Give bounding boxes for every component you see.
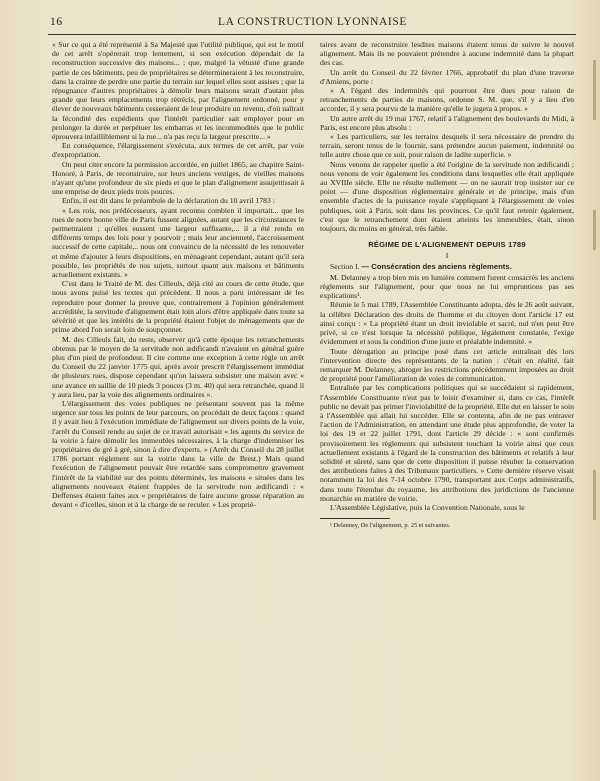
paragraph: Un autre arrêt du 19 mai 1767, relatif à l'alignement des boulevards du Midi, à Paris, est encore plus absolu : [320, 113, 574, 132]
paragraph: En conséquence, l'élargissement s'exécuta, aux termes de cet arrêt, par voie d'expropriation. [52, 141, 304, 160]
running-header [50, 14, 575, 32]
paragraph: On peut citer encore la permission accordée, en juillet 1865, au chapitre Saint-Honoré, à Paris, de reconstruire, sur leurs anciens vestiges, de vieilles maisons n'ayant qu'une profondeur de six pieds et que le plan d'alignement assujettissait à une emprise de deux pieds trois pouces. [52, 159, 304, 197]
header-rule [48, 34, 576, 35]
paragraph: « Sur ce qui a été représenté à Sa Majesté que l'utilité publique, qui est le motif de cet arrêt s'opérerait trop lentement, si son exécution dépendait de la reconstruction successive des maisons... ; que, malgré la vétusté d'une grande partie de ces bâtiments, peu de propriétaires se détermineraient à les reconstruire, dans la crainte de perdre une partie du terrain sur lequel elles sont assises ; que la répugnance d'autres propriétaires à démolir leurs maisons serait d'autant plus grande que leurs emplacements trop rétrécis, par l'alignement ordonné, pour y élever de nouveaux bâtiments cesseraient de leur produire un revenu, d'où naîtrait la fécondité des expédients que l'intérêt particulier sait employer pour en prolonger la durée et perpétuer les embarras et les incommodités que le public éprouvera infailliblement si la rue... n'a pas reçu la largeur prescrite... » [52, 40, 304, 142]
paragraph: L'Assemblée Législative, puis la Convention Nationale, sous le [330, 502, 525, 512]
right-column [320, 40, 574, 530]
paragraph: « Les particuliers, sur les terrains desquels il sera nécessaire de prendre du terrain, seront tenus de le fournir, sans prétendre aucun paiement, indemnité ou telle autre chose que ce soit, pour raison de ladite superficie. » [320, 132, 574, 160]
journal-title: LA CONSTRUCTION LYONNAISE [218, 16, 407, 28]
subsection-heading [320, 262, 574, 271]
paragraph: M. des Cilleuls fait, du reste, observer qu'à cette époque les retranchements obtenus par le moyen de la servitude non ædificandi n'avaient en général guère plus d'un pied de profondeur. Il cite comme une exception à cette règle un arrêt du Conseil du 22 janvier 1775 qui, après avoir prescrit l'élargissement immédiat de plusieurs rues, dispose cependant qu'on laissera subsister une maison avec « une avance en saillie de 10 pieds 3 pouces (3 m. 40) qui sera retranchée, quand il y aura lieu, par la voie des alignements ordinaires ». [52, 334, 304, 399]
paragraph: C'est dans le Traité de M. des Cilleuls, déjà cité au cours de cette étude, que nous avons puisé les textes qui précèdent. Il nous a paru intéressant de les reproduire pour donner la preuve que, contrairement à l'opinion généralement accréditée, la servitude d'alignement était loin alors d'être appliquée dans toute sa sévérité et que les intérêts de la propriété étaient l'objet de ménagements que de prime abord l'on serait loin de soupçonner. [52, 279, 304, 335]
footnote: ¹ Delanney, De l'alignement, p. 25 et suivantes. [330, 522, 451, 530]
paragraph: Entraînée par les complications politiques qui se succédaient si rapidement, l'Assemblée Constituante n'eut pas le loisir d'examiner si, dans ce cas, l'intérêt public ne devait pas primer l'inviolabilité de la propriété. Elle dut en laisser le soin à l'Assemblée qui allait lui succéder. Elle se contenta, afin de ne pas entraver l'action de l'Administration, en attendant une étude plus approfondie, de voter la loi des 19 et 22 juillet 1791, dont l'article 29 décide : « sont confirmés provisoirement les règlements qui subsistent touchant la voirie ainsi que ceux actuellement existants à l'égard de la construction des bâtiments et relatifs à leur solidité et sûreté, sans que de cette disposition il puisse résulter la conservation des attributions faites à des Tribunaux particuliers. » Cette dernière réserve visait notamment la loi des 7-14 octobre 1790, transportant aux Corps administratifs, dans toute l'étendue du royaume, les attributions des juridictions de l'ancienne monarchie en matière de voirie. [320, 383, 574, 503]
paragraph: Réunie le 5 mai 1789, l'Assemblée Constituante adopta, dès le 26 août suivant, la célèbre Déclaration des droits de l'homme et du citoyen dont l'article 17 est ainsi conçu : « La propriété étant un droit inviolable et sacré, nul n'en peut être privé, si ce n'est lorsque la nécessité publique, légalement constatée, l'exige évidemment et sous la condition d'une juste et préalable indemnité. » [320, 300, 574, 347]
paragraph: M. Delanney a trop bien mis en lumière comment furent consacrés les anciens règlements sur l'alignement, pour que nous ne lui empruntions pas ses explications¹. [320, 272, 574, 301]
section-heading: RÉGIME DE L'ALIGNEMENT DEPUIS 1789 [368, 240, 526, 250]
section-number: I [445, 251, 449, 261]
paragraph: « A l'égard des indemnités qui pourront être dues pour raison de retranchements de parties de maisons, ordonne S. M. que, s'il y a lieu d'en accorder, il y sera pourvu de la manière qu'elle le jugera à propos. » [320, 86, 574, 114]
subsection-label: Section I. [330, 261, 360, 271]
page-number: 16 [50, 16, 63, 28]
page-edge-mark [593, 210, 596, 250]
paragraph: Toute dérogation au principe posé dans cet article entraînait dès lors l'intervention directe des représentants de la nation : c'était en réalité, fait remarquer M. Delanney, abroger les restrictions précédemment imposées au droit de propriété pour l'amélioration de voies de communication. [320, 346, 574, 384]
paragraph: L'élargissement des voies publiques ne présentant souvent pas la même urgence sur tous les points de leur parcours, on procédait de deux façons : quand il y avait lieu à l'exécution immédiate de l'alignement sur divers points de la voie, l'arrêt du Conseil rendu au sujet de ce travail autorisait « les agents du service de la voirie à faire démolir les immeubles nécessaires, à la charge d'indemniser les propriétaires de gré à gré, sinon à dire d'experts. » (Arrêt du Conseil du 28 juillet 1786 portant règlement sur la voirie dans la ville de Brest.) Mais quand l'exécution de l'alignement pouvait être retardée sans compromettre gravement l'intérêt de la viabilité sur des points déterminés, les maisons « situées dans les alignements nouveaux étaient frappées de la servitude non ædificandi : « Deffenses étaient faites aux « propriétaires de faire aucune grosse réparation au devant « d'icelles, sinon et à la charge de se reculer. » Les proprié- [52, 398, 304, 510]
page-edge-mark [593, 60, 596, 120]
page-edge-mark [593, 470, 596, 520]
footnote-rule [320, 518, 390, 519]
subsection-title: — Consécration des anciens règlements. [361, 261, 512, 271]
paragraph: taires avant de reconstruire lesdites maisons étaient tenus de suivre le nouvel alignement. Mais ils ne pouvaient prétendre à aucune indemnité dans la plupart des cas. [320, 40, 574, 68]
left-column [52, 40, 304, 509]
paragraph: Enfin, il est dit dans le préambule de la déclaration du 10 avril 1783 : [62, 196, 275, 206]
paragraph: Un arrêt du Conseil du 22 février 1766, approbatif du plan d'une traverse d'Amiens, porte : [320, 67, 574, 86]
paragraph: « Les rois, nos prédécesseurs, ayant reconnu combien il importait... que les rues de notre bonne ville de Paris fussent alignées, autant que les circonstances le permettraient ; qu'elles eussent une largeur suffisante,... il a été rendu en différents temps des lois pour y pourvoir ; mais leur ancienneté, l'accroissement successif de cette capitale,.. nous ont convaincu de la nécessité de les renouveler et même d'ajouter à leurs dispositions, en ménageant cependant, autant qu'il sera possible, les propriétés de nos sujets, surtout quant aux maisons et bâtiments actuellement existants. » [52, 205, 304, 280]
paragraph: Nous venons de rappeler quelle a été l'origine de la servitude non ædificandi ; nous venons de voir également les conditions dans lesquelles elle était appliquée au XVIIIe siècle. Elle ne résulte nullement — on ne saurait trop insister sur ce point — d'une disposition réglementaire générale et de principe, mais d'un ensemble d'actes de la puissance royale s'appliquant à l'élargissement de voies publiques, soit à Paris, soit dans les provinces. Ce qu'il faut retenir également, c'est que le retranchement dont étaient atteints les immeubles, était, sinon toujours, du moins en général, très faible. [320, 159, 574, 234]
